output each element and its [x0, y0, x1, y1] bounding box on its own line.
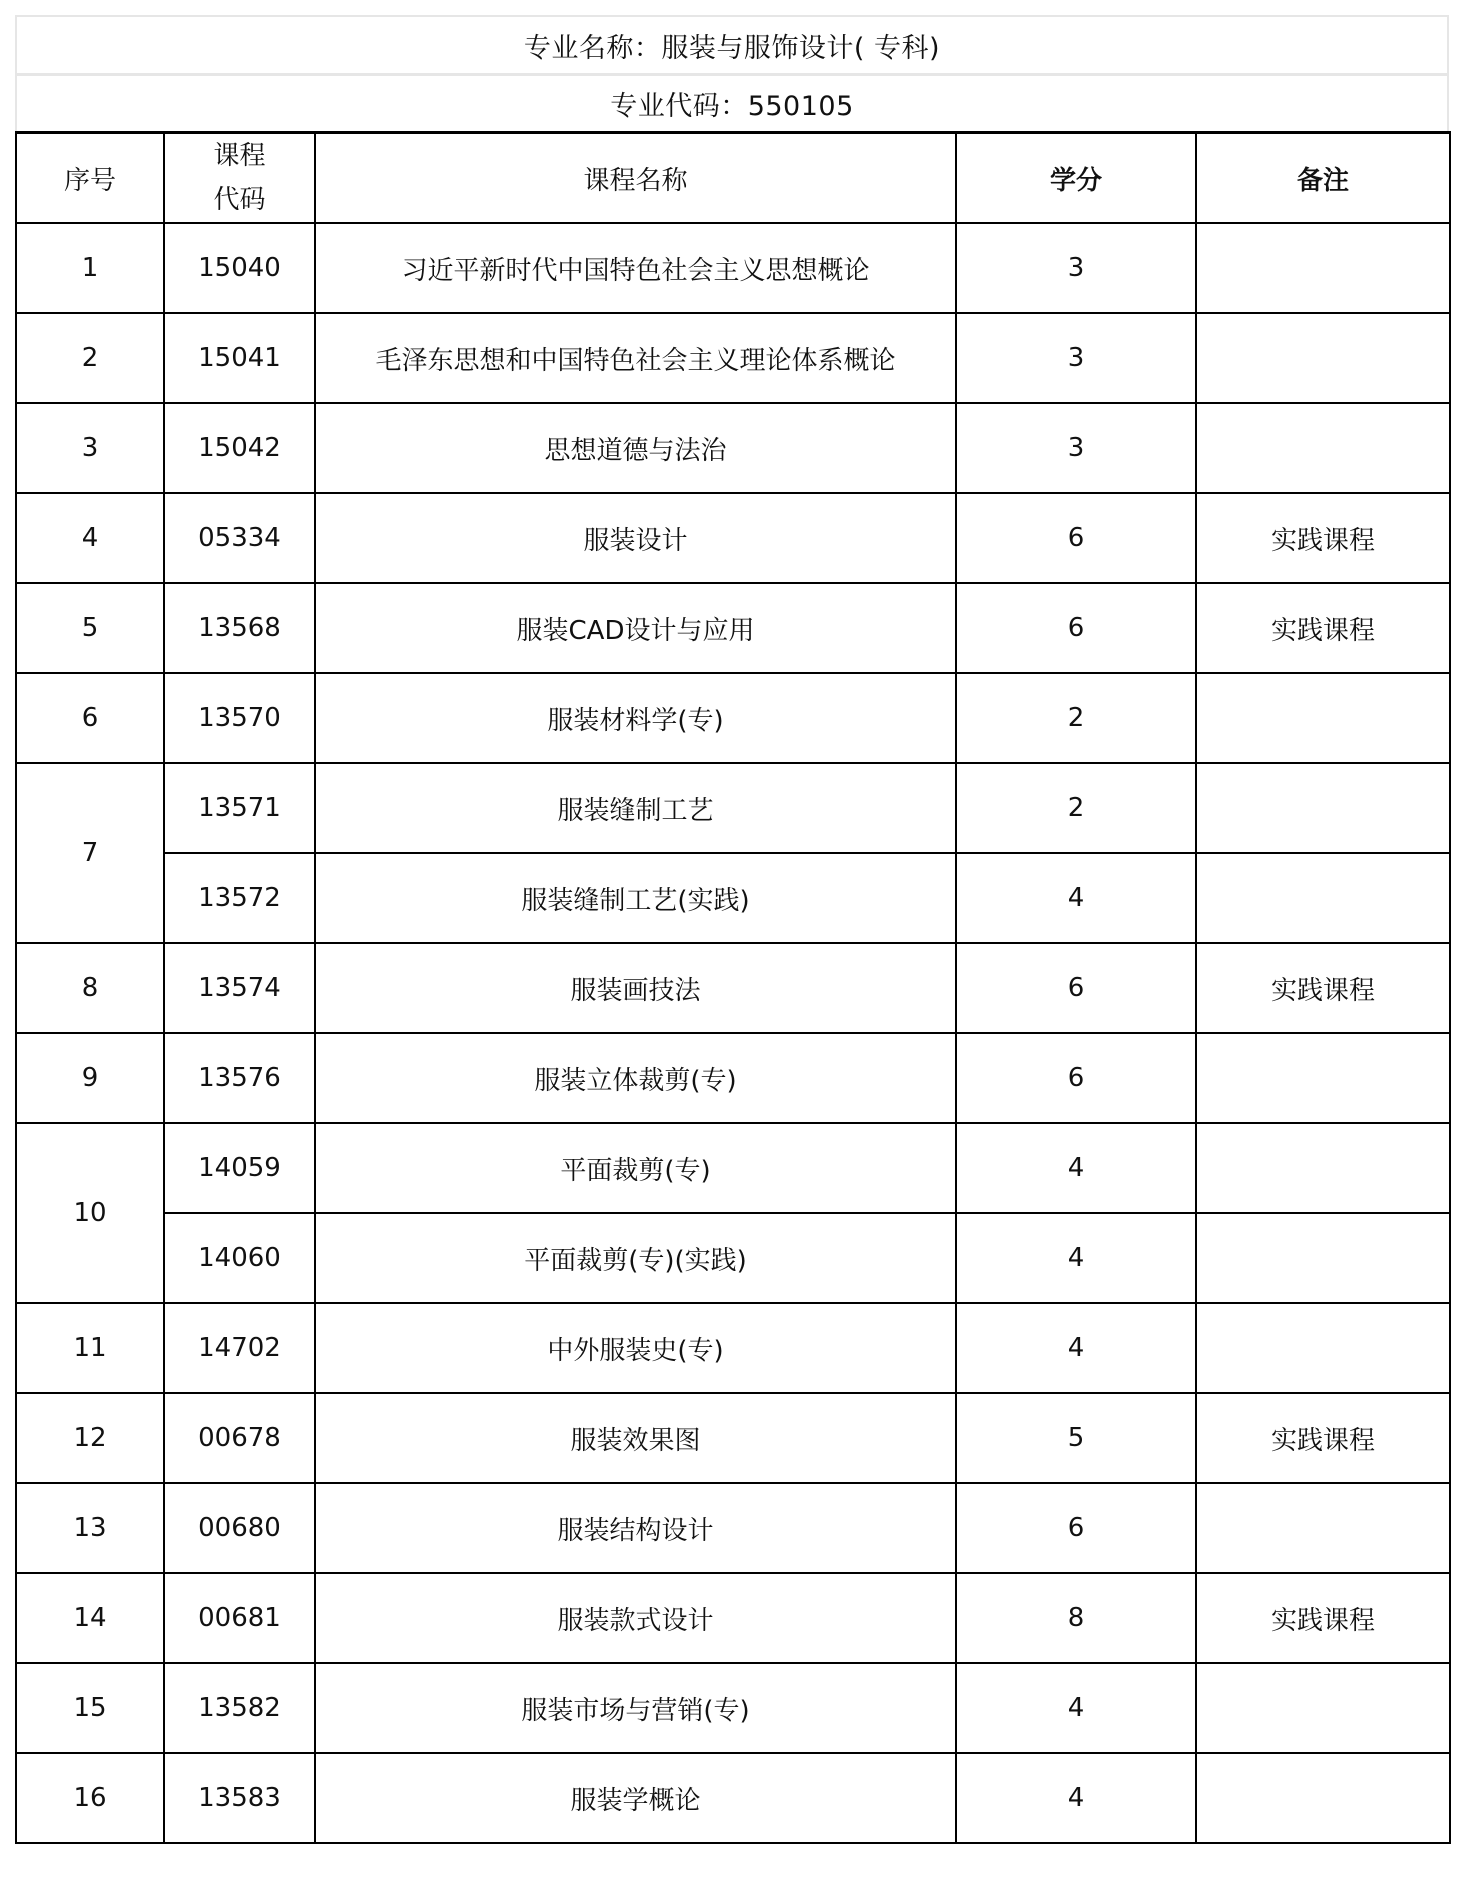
cell-remarks — [1196, 223, 1450, 313]
cell-credits: 3 — [956, 223, 1196, 313]
table-header-row — [16, 133, 1450, 224]
cell-index: 13 — [16, 1483, 164, 1573]
cell-remarks — [1196, 1303, 1450, 1393]
major-name-row — [15, 15, 1449, 73]
cell-course-name: 服装设计 — [315, 493, 956, 583]
table-body — [16, 223, 1450, 1843]
cell-course-code: 13574 — [164, 943, 315, 1033]
cell-course-code: 00678 — [164, 1393, 315, 1483]
cell-index: 4 — [16, 493, 164, 583]
cell-course-name: 服装CAD设计与应用 — [315, 583, 956, 673]
major-code-row — [15, 73, 1449, 131]
header-credits: 学分 — [956, 133, 1196, 224]
cell-remarks — [1196, 1033, 1450, 1123]
cell-credits: 6 — [956, 583, 1196, 673]
cell-course-code: 14059 — [164, 1123, 315, 1213]
cell-course-name: 毛泽东思想和中国特色社会主义理论体系概论 — [315, 313, 956, 403]
cell-course-name: 服装效果图 — [315, 1393, 956, 1483]
cell-remarks — [1196, 853, 1450, 943]
cell-course-code: 15041 — [164, 313, 315, 403]
cell-index: 7 — [16, 763, 164, 943]
cell-course-name: 服装结构设计 — [315, 1483, 956, 1573]
cell-course-name: 服装市场与营销(专) — [315, 1663, 956, 1753]
table-row — [16, 1483, 1450, 1573]
cell-course-code: 13568 — [164, 583, 315, 673]
cell-course-name: 服装缝制工艺 — [315, 763, 956, 853]
table-row — [16, 1213, 1450, 1303]
cell-credits: 4 — [956, 1753, 1196, 1843]
header-course-code-line2: 代码 — [213, 185, 266, 215]
cell-course-name: 平面裁剪(专)(实践) — [315, 1213, 956, 1303]
table-row — [16, 493, 1450, 583]
cell-course-name: 服装款式设计 — [315, 1573, 956, 1663]
cell-index: 12 — [16, 1393, 164, 1483]
table-row — [16, 673, 1450, 763]
header-remarks: 备注 — [1196, 133, 1450, 224]
table-row — [16, 403, 1450, 493]
course-table — [15, 131, 1451, 1844]
cell-index: 11 — [16, 1303, 164, 1393]
major-name-label: 专业名称：服装与服饰设计( 专科) — [523, 32, 941, 64]
cell-credits: 3 — [956, 403, 1196, 493]
cell-remarks — [1196, 313, 1450, 403]
cell-index: 3 — [16, 403, 164, 493]
cell-credits: 6 — [956, 1483, 1196, 1573]
cell-remarks — [1196, 673, 1450, 763]
cell-credits: 8 — [956, 1573, 1196, 1663]
cell-remarks: 实践课程 — [1196, 1393, 1450, 1483]
cell-credits: 4 — [956, 853, 1196, 943]
table-row — [16, 1303, 1450, 1393]
cell-index: 10 — [16, 1123, 164, 1303]
cell-course-code: 00680 — [164, 1483, 315, 1573]
cell-course-name: 平面裁剪(专) — [315, 1123, 956, 1213]
cell-remarks — [1196, 763, 1450, 853]
cell-remarks: 实践课程 — [1196, 583, 1450, 673]
cell-remarks — [1196, 1663, 1450, 1753]
cell-course-code: 14060 — [164, 1213, 315, 1303]
cell-index: 16 — [16, 1753, 164, 1843]
table-row — [16, 1663, 1450, 1753]
cell-index: 9 — [16, 1033, 164, 1123]
cell-course-code: 13570 — [164, 673, 315, 763]
cell-course-name: 服装缝制工艺(实践) — [315, 853, 956, 943]
cell-index: 1 — [16, 223, 164, 313]
course-plan-document — [15, 15, 1449, 1844]
cell-credits: 4 — [956, 1663, 1196, 1753]
cell-course-name: 服装立体裁剪(专) — [315, 1033, 956, 1123]
cell-course-code: 13572 — [164, 853, 315, 943]
cell-course-code: 13582 — [164, 1663, 315, 1753]
header-index: 序号 — [16, 133, 164, 224]
cell-course-name: 思想道德与法治 — [315, 403, 956, 493]
cell-credits: 5 — [956, 1393, 1196, 1483]
cell-index: 2 — [16, 313, 164, 403]
header-course-code — [164, 133, 315, 224]
table-row — [16, 1753, 1450, 1843]
cell-course-name: 中外服装史(专) — [315, 1303, 956, 1393]
table-row — [16, 223, 1450, 313]
cell-remarks — [1196, 403, 1450, 493]
cell-course-name: 服装材料学(专) — [315, 673, 956, 763]
header-course-code-line1: 课程 — [213, 141, 266, 171]
cell-index: 14 — [16, 1573, 164, 1663]
table-row — [16, 853, 1450, 943]
cell-credits: 6 — [956, 943, 1196, 1033]
cell-remarks — [1196, 1483, 1450, 1573]
table-row — [16, 313, 1450, 403]
cell-course-name: 服装学概论 — [315, 1753, 956, 1843]
cell-remarks: 实践课程 — [1196, 943, 1450, 1033]
cell-index: 15 — [16, 1663, 164, 1753]
cell-course-code: 14702 — [164, 1303, 315, 1393]
cell-remarks: 实践课程 — [1196, 493, 1450, 583]
cell-index: 6 — [16, 673, 164, 763]
cell-credits: 6 — [956, 493, 1196, 583]
cell-credits: 4 — [956, 1213, 1196, 1303]
major-code-label: 专业代码：550105 — [610, 91, 854, 122]
cell-remarks — [1196, 1753, 1450, 1843]
cell-remarks — [1196, 1213, 1450, 1303]
cell-course-code: 05334 — [164, 493, 315, 583]
cell-credits: 2 — [956, 763, 1196, 853]
table-row — [16, 943, 1450, 1033]
cell-index: 8 — [16, 943, 164, 1033]
cell-course-code: 15042 — [164, 403, 315, 493]
cell-course-code: 13583 — [164, 1753, 315, 1843]
table-row — [16, 1033, 1450, 1123]
cell-course-code: 13571 — [164, 763, 315, 853]
cell-remarks: 实践课程 — [1196, 1573, 1450, 1663]
cell-course-name: 习近平新时代中国特色社会主义思想概论 — [315, 223, 956, 313]
cell-credits: 2 — [956, 673, 1196, 763]
table-row — [16, 1573, 1450, 1663]
table-row — [16, 1393, 1450, 1483]
cell-course-code: 00681 — [164, 1573, 315, 1663]
cell-course-code: 13576 — [164, 1033, 315, 1123]
cell-index: 5 — [16, 583, 164, 673]
cell-course-code: 15040 — [164, 223, 315, 313]
header-course-name: 课程名称 — [315, 133, 956, 224]
cell-credits: 6 — [956, 1033, 1196, 1123]
cell-credits: 4 — [956, 1123, 1196, 1213]
cell-course-name: 服装画技法 — [315, 943, 956, 1033]
cell-credits: 4 — [956, 1303, 1196, 1393]
cell-remarks — [1196, 1123, 1450, 1213]
table-row — [16, 763, 1450, 853]
table-row — [16, 1123, 1450, 1213]
table-row — [16, 583, 1450, 673]
cell-credits: 3 — [956, 313, 1196, 403]
